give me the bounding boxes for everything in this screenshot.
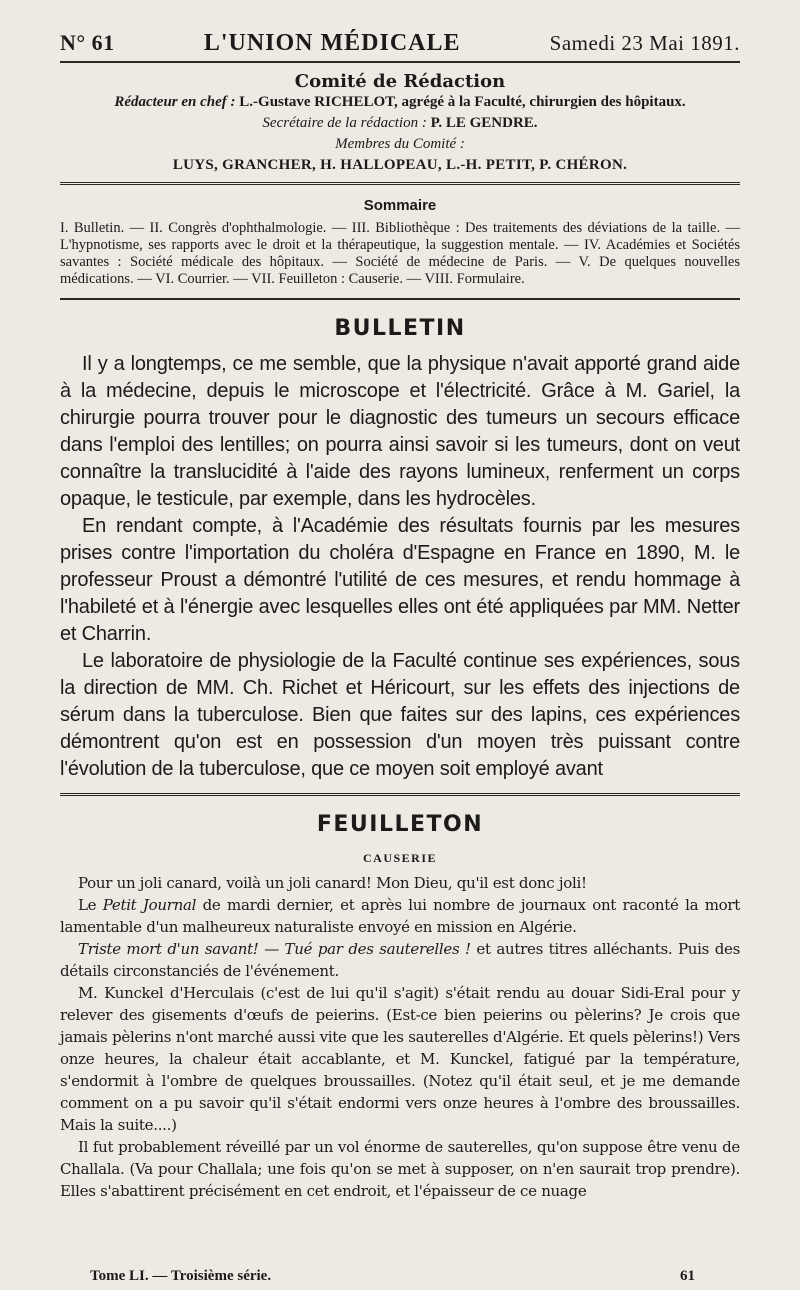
causerie-title: CAUSERIE <box>362 851 437 865</box>
sommaire-text: I. Bulletin. — II. Congrès d'ophthalmologie. — III. Bibliothèque : Des traitements des déviations de la taille. — L'hypnotisme, ses rapports avec le droit et la thérapeutique, la suggestion mentale. — IV. Académies et Sociétés savantes : Société médicale des hôpitaux. — Société de médecine de Paris. — V. De quelques nouvelles médications. — VI. Courrier. — VII. Feuilleton : Causerie. — VIII. Formulaire. <box>60 220 740 287</box>
committee-heading: Comité de Rédaction <box>294 71 506 92</box>
secretary: Secrétaire de la rédaction : P. LE GENDRE. <box>262 115 538 131</box>
issue-number: N° 61 <box>60 30 115 55</box>
committee-rule <box>60 182 740 185</box>
bulletin-title: BULLETIN <box>334 316 466 341</box>
sommaire-rule <box>60 298 740 300</box>
editor-in-chief: Rédacteur en chef : L.-Gustave RICHELOT, agrégé à la Faculté, chirurgien des hôpitaux. <box>114 94 686 110</box>
masthead-rule <box>60 61 740 63</box>
page-number: 61 <box>680 1268 695 1284</box>
bulletin-rule <box>60 793 740 796</box>
masthead <box>60 30 740 57</box>
committee-members: LUYS, GRANCHER, H. HALLOPEAU, L.-H. PETIT, P. CHÉRON. <box>172 157 628 173</box>
feuilleton-paragraph: Le Petit Journal de mardi dernier, et après lui nombre de journaux ont raconté la mort lamentable d'un malheureux naturaliste envoyé en mission en Algérie. <box>60 896 740 936</box>
feuilleton-body <box>60 872 740 1202</box>
newspaper-title: L'UNION MÉDICALE <box>203 30 461 56</box>
feuilleton-paragraph: Pour un joli canard, voilà un joli canard! Mon Dieu, qu'il est donc joli! <box>78 874 587 892</box>
feuilleton-paragraph: Triste mort d'un savant! — Tué par des sauterelles ! et autres titres alléchants. Puis des détails circonstanciés de l'événement. <box>60 940 740 980</box>
feuilleton-paragraph: Il fut probablement réveillé par un vol énorme de sauterelles, qu'on suppose être venu de Challala. (Va pour Challala; une fois qu'on se met à supposer, on n'en saurait trop prendre). Elles s'abattirent précisément en cet endroit, et l'épaisseur de ce nuage <box>60 1138 740 1200</box>
issue-date: Samedi 23 Mai 1891. <box>549 31 740 55</box>
tome-series: Tome LI. — Troisième série. <box>90 1268 272 1284</box>
members-label: Membres du Comité : <box>335 136 465 152</box>
bulletin-paragraph: En rendant compte, à l'Académie des résultats fournis par les mesures prises contre l'importation du choléra d'Espagne en France en 1890, M. le professeur Proust a démontré l'utilité de ces mesures, et rendu hommage à l'habileté et à l'énergie avec lesquelles elles ont été appliquées par MM. Netter et Charrin. <box>60 515 740 645</box>
feuilleton-title: FEUILLETON <box>316 812 484 837</box>
sommaire-title: Sommaire <box>363 197 437 214</box>
editorial-committee <box>60 71 740 176</box>
bulletin-paragraph: Le laboratoire de physiologie de la Faculté continue ses expériences, sous la direction de MM. Ch. Richet et Héricourt, sur les effets des injections de sérum dans la tuberculose. Bien que faites sur des lapins, ces expériences démontrent qu'on est en possession d'un moyen très puissant contre l'évolution de la tuberculose, que ce moyen soit employé avant <box>60 650 740 780</box>
feuilleton-paragraph: M. Kunckel d'Herculais (c'est de lui qu'il s'agit) s'était rendu au douar Sidi-Eral pour y relever des gisements d'œufs de peierins. (Est-ce bien peierins ou pèlerins? Je crois que jamais pèlerins n'ont marché aussi vite que les sauterelles d'Algérie. Et quels pèlerins!) Vers onze heures, la chaleur était accablante, et M. Kunckel, fatigué par la température, s'endormit à l'ombre de quelques broussailles. (Notez qu'il était seul, et je me demande comment on a pu savoir qu'il s'était endormi vers onze heures à l'ombre des broussailles. Mais la suite....) <box>60 984 740 1134</box>
page-footer <box>90 1268 695 1285</box>
bulletin-body <box>60 351 740 783</box>
bulletin-paragraph: Il y a longtemps, ce me semble, que la physique n'avait apporté grand aide à la médecine, depuis le microscope et l'électricité. Grâce à M. Gariel, la chirurgie pourra trouver pour le diagnostic des tumeurs un secours efficace dans l'emploi des lentilles; on pourra ainsi savoir si les tumeurs, dont on veut connaître la translucidité à l'aide des rayons lumineux, renferment un corps opaque, le testicule, par exemple, dans les hydrocèles. <box>60 353 740 510</box>
